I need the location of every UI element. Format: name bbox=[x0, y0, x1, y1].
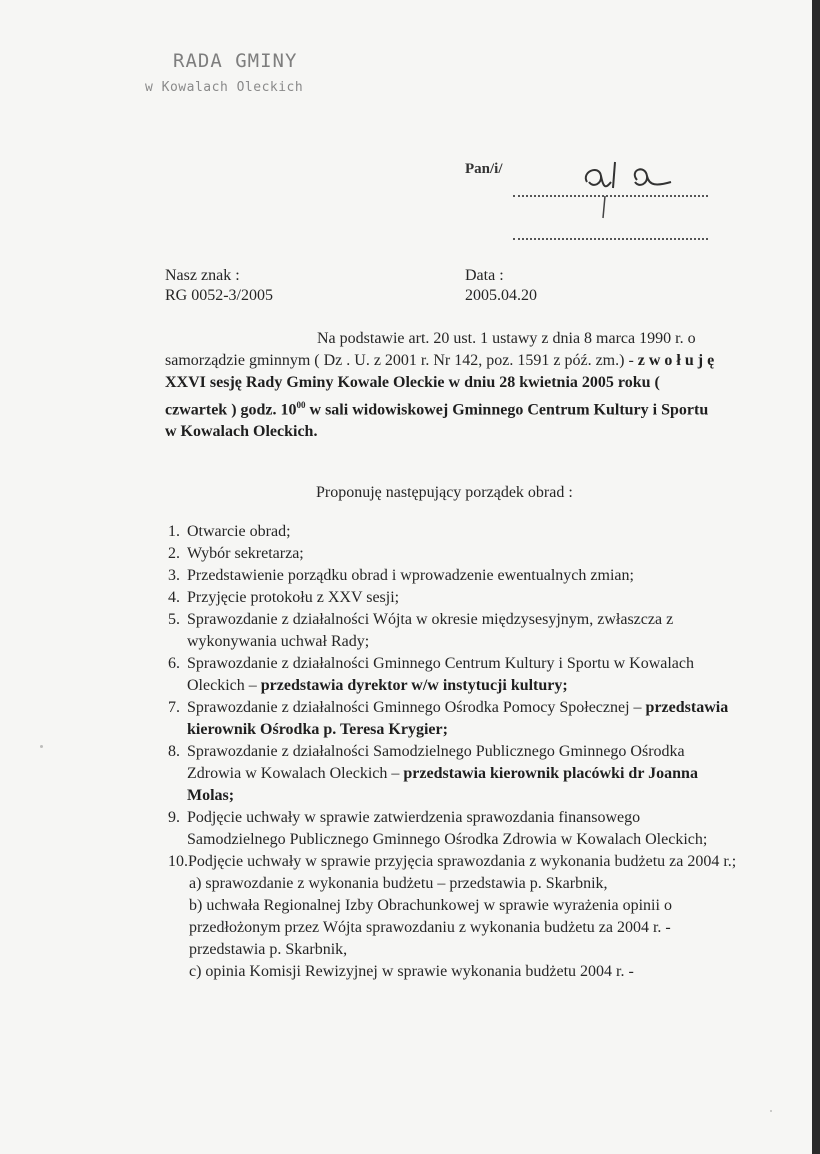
agenda-item bbox=[168, 543, 738, 565]
agenda-item bbox=[168, 741, 738, 807]
agenda-item-text: Sprawozdanie z działalności Gminnego Centrum Kultury i Sportu w Kowalach Oleckich – bbox=[187, 655, 694, 694]
agenda-item bbox=[168, 653, 738, 697]
agenda-item-number: 7. bbox=[168, 699, 180, 716]
agenda-item-text: Przedstawienie porządku obrad i wprowadzenie ewentualnych zmian; bbox=[187, 567, 634, 584]
agenda-intro: Proponuję następujący porządek obrad : bbox=[316, 484, 573, 501]
date-label: Data : bbox=[465, 267, 504, 284]
agenda-item bbox=[168, 851, 738, 983]
agenda-subitems bbox=[171, 873, 738, 983]
date-value: 2005.04.20 bbox=[465, 287, 537, 304]
scan-speck bbox=[770, 1110, 772, 1112]
intro-paragraph bbox=[165, 328, 720, 443]
handwritten-signature bbox=[575, 152, 685, 227]
agenda-item-number: 9. bbox=[168, 809, 180, 826]
agenda-item-number: 10. bbox=[168, 853, 188, 870]
agenda-item-number: 5. bbox=[168, 611, 180, 628]
intro-venue: w sali widowiskowej Gminnego Centrum Kultury i Sportu w Kowalach Oleckich. bbox=[165, 401, 709, 441]
intro-text: Na podstawie art. 20 ust. 1 ustawy z dnia 8 marca 1990 r. o samorządzie gminnym ( Dz . U. z 2001 r. Nr 142, poz. 1591 z póź. zm.) - bbox=[165, 330, 696, 369]
agenda-item-text: Przyjęcie protokołu z XXV sesji; bbox=[187, 589, 400, 606]
agenda-item-text: Sprawozdanie z działalności Gminnego Ośrodka Pomocy Społecznej – bbox=[187, 699, 646, 716]
agenda-item bbox=[168, 587, 738, 609]
agenda-item-text: Otwarcie obrad; bbox=[187, 523, 291, 540]
agenda-item-number: 2. bbox=[168, 545, 180, 562]
agenda-item bbox=[168, 609, 738, 653]
agenda-item-number: 1. bbox=[168, 523, 180, 540]
agenda-item bbox=[168, 807, 738, 851]
scan-edge bbox=[812, 0, 820, 1154]
intro-hour-sup: 00 bbox=[296, 400, 306, 410]
agenda-subitem: c) opinia Komisji Rewizyjnej w sprawie wykonania budżetu 2004 r. - bbox=[189, 963, 634, 980]
agenda-item-number: 6. bbox=[168, 655, 180, 672]
addressee-label: Pan/i/ bbox=[465, 161, 503, 177]
agenda-item-text: Podjęcie uchwały w sprawie przyjęcia sprawozdania z wykonania budżetu za 2004 r.; bbox=[188, 853, 737, 870]
agenda-item-text: Sprawozdanie z działalności Wójta w okresie międzysesyjnym, zwłaszcza z wykonywania uchwał Rady; bbox=[187, 611, 674, 650]
agenda-item-presenter: przedstawia dyrektor w/w instytucji kultury; bbox=[260, 677, 568, 694]
agenda-item bbox=[168, 565, 738, 587]
agenda-item-number: 3. bbox=[168, 567, 180, 584]
addressee-line-1 bbox=[513, 195, 708, 197]
agenda-subitem: a) sprawozdanie z wykonania budżetu – przedstawia p. Skarbnik, bbox=[189, 875, 608, 892]
reference-value: RG 0052-3/2005 bbox=[165, 287, 273, 304]
agenda-list bbox=[168, 521, 738, 983]
agenda-item-number: 8. bbox=[168, 743, 180, 760]
agenda-item-text: Podjęcie uchwały w sprawie zatwierdzenia sprawozdania finansowego Samodzielnego Publicznego Gminnego Ośrodka Zdrowia w Kowalach Oleckich; bbox=[187, 809, 708, 848]
signature-drawing bbox=[575, 152, 685, 222]
scan-speck bbox=[40, 745, 43, 748]
agenda-item bbox=[168, 697, 738, 741]
agenda-item-number: 4. bbox=[168, 589, 180, 606]
intro-convene: z w o ł u j ę bbox=[637, 352, 715, 369]
stamp-subtitle: w Kowalach Oleckich bbox=[145, 80, 304, 95]
addressee-line-2 bbox=[513, 238, 708, 240]
agenda-subitem: b) uchwała Regionalnej Izby Obrachunkowej w sprawie wyrażenia opinii o przedłożonym przez Wójta sprawozdaniu z wykonania budżetu za 2004 r. - przedstawia p. Skarbnik, bbox=[189, 897, 672, 958]
reference-label: Nasz znak : bbox=[165, 267, 240, 284]
agenda-item-presenter: przedstawia kierownik Ośrodka p. Teresa Krygier; bbox=[187, 699, 729, 738]
agenda-item-presenter: przedstawia kierownik placówki dr Joanna Molas; bbox=[187, 765, 698, 804]
agenda-item-text: Sprawozdanie z działalności Samodzielnego Publicznego Gminnego Ośrodka Zdrowia w Kowalach Oleckich – bbox=[187, 743, 685, 782]
agenda-item bbox=[168, 521, 738, 543]
agenda-item-text: Wybór sekretarza; bbox=[187, 545, 304, 562]
intro-session: XXVI sesję Rady Gminy Kowale Oleckie w dniu 28 kwietnia 2005 roku ( czwartek ) godz. 10 bbox=[165, 374, 660, 419]
stamp-title: RADA GMINY bbox=[173, 50, 298, 72]
